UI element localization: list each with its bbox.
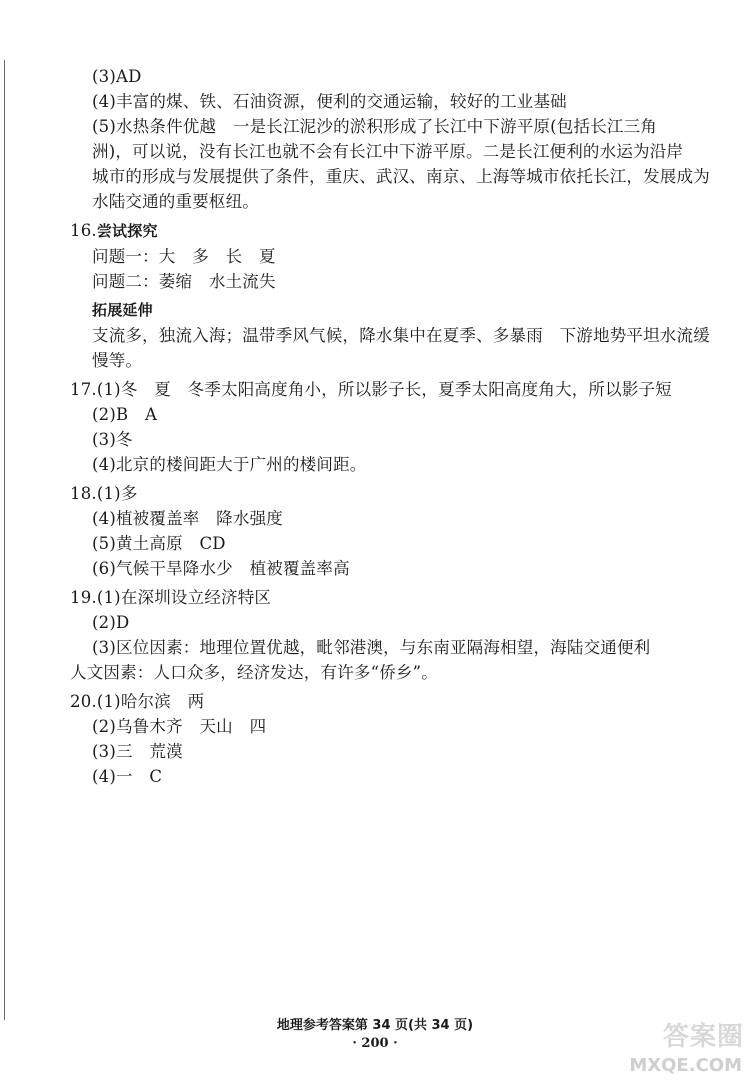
q16-answer2: 问题二：萎缩 水土流失 xyxy=(92,272,276,291)
page-spine-line xyxy=(4,60,5,1020)
q15-part3: (3)AD xyxy=(92,67,142,86)
q20-part4: (4)一 C xyxy=(92,767,163,786)
q18-part5: (5)黄土高原 CD xyxy=(92,534,226,553)
q15-part5-line4: 水陆交通的重要枢纽。 xyxy=(92,192,259,211)
q17-part1: 17.(1)冬 夏 冬季太阳高度角小，所以影子长，夏季太阳高度角大，所以影子短 xyxy=(70,380,672,399)
q18-part6: (6)气候干旱降水少 植被覆盖率高 xyxy=(92,559,350,578)
q16-number: 16. xyxy=(70,221,97,240)
q19-part2: (2)D xyxy=(92,613,130,632)
q15-part5-line1: (5)水热条件优越 一是长江泥沙的淤积形成了长江中下游平原(包括长江三角 xyxy=(92,117,658,136)
footer-caption: 地理参考答案第 34 页(共 34 页) xyxy=(276,1018,474,1033)
q16-extend-line2: 慢等。 xyxy=(92,351,143,370)
q16-answer1: 问题一：大 多 长 夏 xyxy=(92,247,276,266)
q19-part1: 19.(1)在深圳设立经济特区 xyxy=(70,588,272,607)
q17-part2: (2)B A xyxy=(92,405,158,424)
q15-part5-line3: 城市的形成与发展提供了条件，重庆、武汉、南京、上海等城市依托长江，发展成为 xyxy=(92,167,710,186)
q15-part4: (4)丰富的煤、铁、石油资源，便利的交通运输，较好的工业基础 xyxy=(92,92,567,111)
watermark-logo xyxy=(614,1016,744,1076)
q16-explore-heading: 尝试探究 xyxy=(96,222,158,240)
q15-part5-line2: 洲)，可以说，没有长江也就不会有长江中下游平原。二是长江便利的水运为沿岸 xyxy=(92,142,684,161)
watermark-bottom-text: MXQE.COM xyxy=(629,1055,742,1076)
q16-heading xyxy=(70,218,700,244)
watermark-top-text: 答案圈 xyxy=(662,1022,744,1052)
q17-part4: (4)北京的楼间距大于广州的楼间距。 xyxy=(92,455,367,474)
page-number: · 200 · xyxy=(352,1036,398,1051)
q17-part3: (3)冬 xyxy=(92,430,133,449)
q20-part3: (3)三 荒漠 xyxy=(92,742,183,761)
answer-content xyxy=(70,64,710,789)
q16-extend-line1: 支流多，独流入海；温带季风气候，降水集中在夏季、多暴雨 下游地势平坦水流缓 xyxy=(92,326,710,345)
q16-extend-heading: 拓展延伸 xyxy=(92,301,153,319)
q19-part3-humanities: 人文因素：人口众多，经济发达，有许多“侨乡”。 xyxy=(70,663,438,682)
q18-part1: 18.(1)多 xyxy=(70,484,138,503)
q20-part1: 20.(1)哈尔滨 两 xyxy=(70,692,205,711)
q20-part2: (2)乌鲁木齐 天山 四 xyxy=(92,717,267,736)
q19-part3: (3)区位因素：地理位置优越，毗邻港澳，与东南亚隔海相望，海陆交通便利 xyxy=(92,638,651,657)
q18-part4: (4)植被覆盖率 降水强度 xyxy=(92,509,283,528)
